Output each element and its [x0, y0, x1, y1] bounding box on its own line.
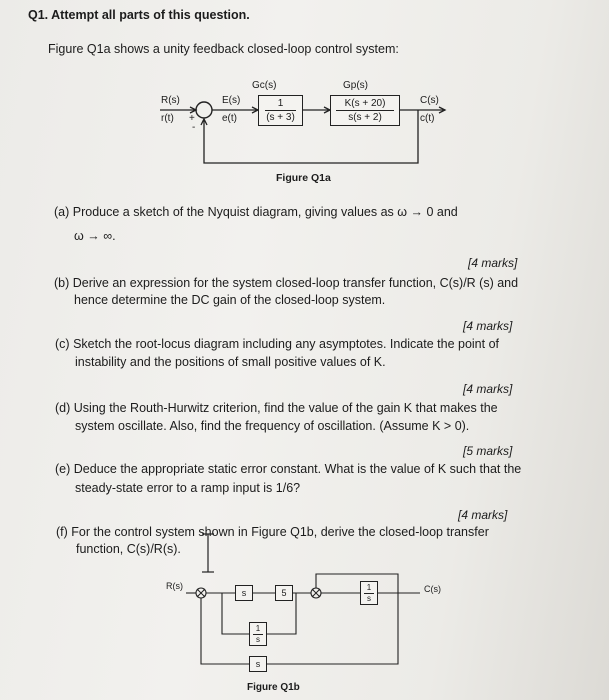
figure-q1b-caption: Figure Q1b: [247, 682, 300, 693]
plus-sign: +: [189, 113, 195, 124]
fig-b-block4-num: 1: [253, 624, 263, 635]
part-e-line1: Deduce the appropriate static error constant. What is the value of K such that the: [73, 462, 522, 476]
gc-numerator: 1: [265, 98, 296, 111]
minus-sign: -: [192, 122, 196, 133]
fig-b-input: R(s): [166, 581, 183, 591]
fig-b-block3-den: s: [367, 594, 371, 603]
fig-b-block4-den: s: [256, 635, 260, 644]
part-b-marks: [4 marks]: [463, 319, 513, 333]
part-c-label: (c): [55, 337, 70, 351]
part-a-line1: Produce a sketch of the Nyquist diagram, giving values as ω → 0 and: [72, 205, 458, 219]
gp-label: Gp(s): [343, 80, 368, 91]
fig-b-block-feedback: s: [249, 656, 267, 672]
fig-b-block-s: s: [235, 585, 253, 601]
part-d: [55, 401, 498, 416]
fig-b-output: C(s): [424, 584, 441, 594]
output-cs: C(s): [420, 95, 439, 106]
part-f-line1: For the control system shown in Figure Q1b, derive the closed-loop transfer: [71, 525, 489, 539]
part-d-marks: [5 marks]: [463, 444, 513, 458]
gp-denominator: s(s + 2): [348, 112, 382, 123]
input-rt: r(t): [161, 113, 174, 124]
part-c-marks: [4 marks]: [463, 382, 513, 396]
part-e-label: (e): [55, 462, 71, 476]
part-f-line2: function, C(s)/R(s).: [76, 542, 181, 556]
part-c-line2: instability and the positions of small positive values of K.: [75, 355, 386, 369]
part-b-line1: Derive an expression for the system closed-loop transfer function, C(s)/R (s) and: [72, 276, 519, 290]
part-a: [54, 205, 458, 220]
part-e-marks: [4 marks]: [458, 508, 508, 522]
part-d-line2: system oscillate. Also, find the frequency of oscillation. (Assume K > 0).: [75, 419, 470, 433]
gc-denominator: (s + 3): [266, 112, 295, 123]
gc-label: Gc(s): [252, 80, 277, 91]
fig-b-block-middle: [249, 622, 267, 646]
part-e: [55, 462, 521, 477]
error-es: E(s): [222, 95, 241, 106]
figure-q1b-lines: [0, 560, 609, 700]
question-heading: Q1. Attempt all parts of this question.: [28, 8, 250, 22]
fig-b-block3-num: 1: [364, 583, 374, 594]
part-f-label: (f): [56, 525, 68, 539]
part-d-line1: Using the Routh-Hurwitz criterion, find the value of the gain K that makes the: [73, 401, 498, 415]
part-b-label: (b): [54, 276, 70, 290]
part-b-line2: hence determine the DC gain of the closed-loop system.: [74, 293, 386, 307]
error-et: e(t): [222, 113, 237, 124]
part-a-line2: ω → ∞.: [74, 229, 116, 243]
figure-intro: Figure Q1a shows a unity feedback closed-loop control system:: [48, 42, 399, 56]
part-b: [54, 276, 518, 291]
part-a-label: (a): [54, 205, 70, 219]
figure-q1a-lines: [0, 0, 609, 200]
gp-block: [330, 95, 400, 126]
part-a-marks: [4 marks]: [468, 256, 518, 270]
summing-junction: [196, 102, 212, 118]
input-rs: R(s): [161, 95, 180, 106]
fig-b-block-integrator: [360, 581, 378, 605]
part-d-label: (d): [55, 401, 71, 415]
part-f: [56, 525, 489, 540]
part-e-line2: steady-state error to a ramp input is 1/6?: [75, 481, 301, 495]
gc-block: [258, 95, 303, 126]
fig-b-block-5: 5: [275, 585, 293, 601]
figure-q1a-caption: Figure Q1a: [276, 172, 331, 184]
output-ct: c(t): [420, 113, 435, 124]
part-c: [55, 337, 499, 352]
gp-numerator: K(s + 20): [336, 98, 394, 111]
part-c-line1: Sketch the root-locus diagram including any asymptotes. Indicate the point of: [73, 337, 499, 351]
